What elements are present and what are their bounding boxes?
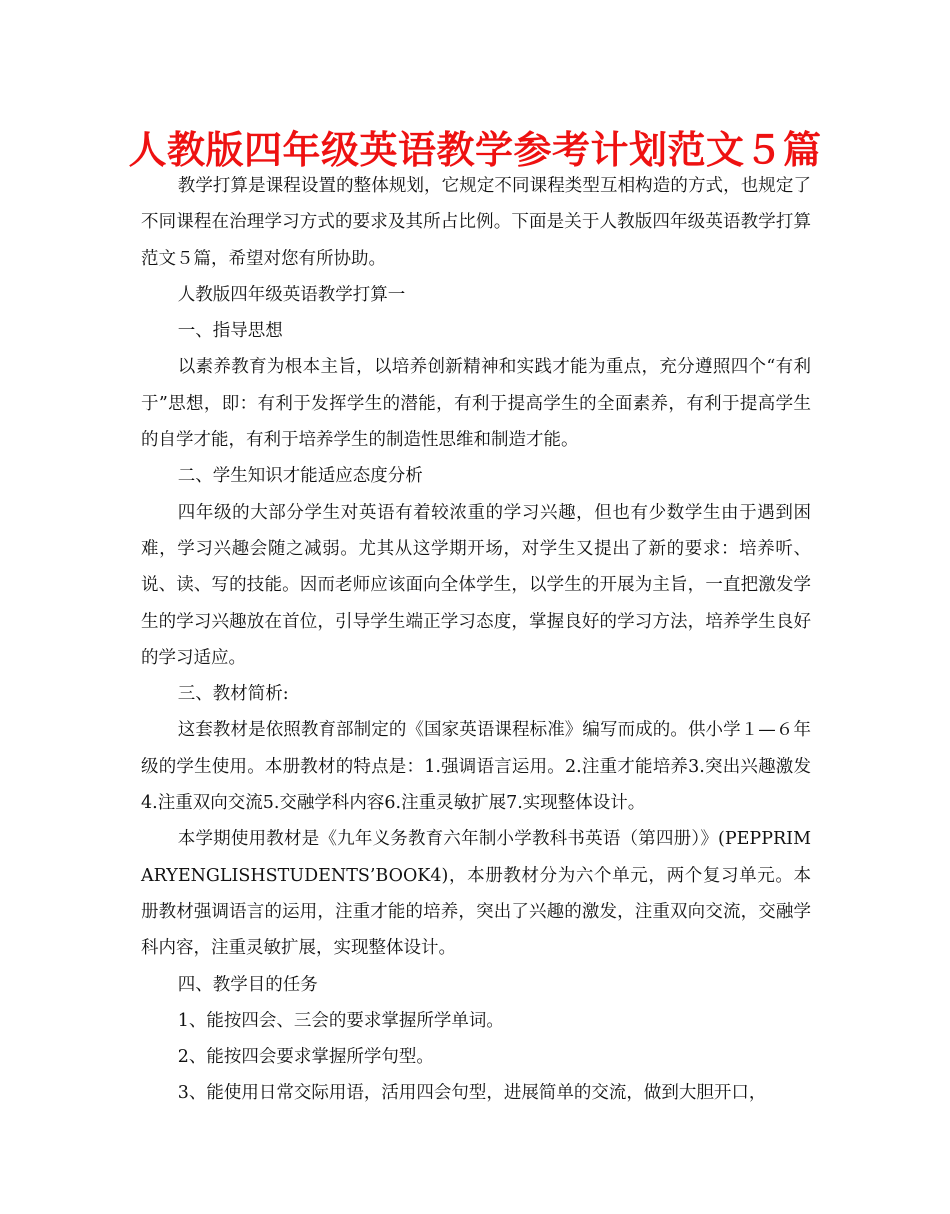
- section-heading-guiding-ideology: 一、指导思想: [177, 321, 283, 342]
- textbook-usage-paragraph: 本学期使用教材是《九年义务教育六年制小学教科书英语（第四册）》(PEPPRIMARYENGLISHSTUDENTS’BOOK4)，本册教材分为六个单元，两个复习单元。本册教材强调语言的运用，注重才能的培养，突出了兴趣的激发，注重双向交流，交融学科内容，注重灵敏扩展，实现整体设计。: [141, 829, 811, 959]
- document-title: 人教版四年级英语教学参考计划范文５篇: [128, 128, 822, 172]
- section-heading-student-analysis: 二、学生知识才能适应态度分析: [177, 466, 423, 487]
- intro-paragraph: 教学打算是课程设置的整体规划，它规定不同课程类型互相构造的方式，也规定了不同课程在治理学习方式的要求及其所占比例。下面是关于人教版四年级英语教学打算范文５篇，希望对您有所协助。: [141, 176, 811, 269]
- section-heading-textbook-analysis: 三、教材简析:: [177, 684, 289, 705]
- plan-heading: 人教版四年级英语教学打算一: [177, 284, 406, 305]
- goal-item-1: 1、能按四会、三会的要求掌握所学单词。: [177, 1010, 504, 1031]
- document-body: [141, 168, 811, 1112]
- student-analysis-paragraph: 四年级的大部分学生对英语有着较浓重的学习兴趣，但也有少数学生由于遇到困难，学习兴趣会随之减弱。尤其从这学期开场，对学生又提出了新的要求：培养听、说、读、写的技能。因而老师应该面向全体学生，以学生的开展为主旨，一直把激发学生的学习兴趣放在首位，引导学生端正学习态度，掌握良好的学习方法，培养学生良好的学习适应。: [141, 502, 811, 668]
- goal-item-3: 3、能使用日常交际用语，活用四会句型，进展简单的交流，做到大胆开口，: [177, 1083, 767, 1104]
- section-heading-teaching-goals: 四、教学目的任务: [177, 974, 318, 995]
- textbook-analysis-paragraph: 这套教材是依照教育部制定的《国家英语课程标准》编写而成的。供小学１—６年级的学生使用。本册教材的特点是：1.强调语言运用。2.注重才能培养3.突出兴趣激发4.注重双向交流5.交融学科内容6.注重灵敏扩展7.实现整体设计。: [141, 720, 811, 814]
- guiding-ideology-paragraph: 以素养教育为根本主旨，以培养创新精神和实践才能为重点，充分遵照四个“有利于”思想，即：有利于发挥学生的潜能，有利于提高学生的全面素养，有利于提高学生的自学才能，有利于培养学生的制造性思维和制造才能。: [141, 357, 811, 451]
- goal-item-2: 2、能按四会要求掌握所学句型。: [177, 1047, 434, 1068]
